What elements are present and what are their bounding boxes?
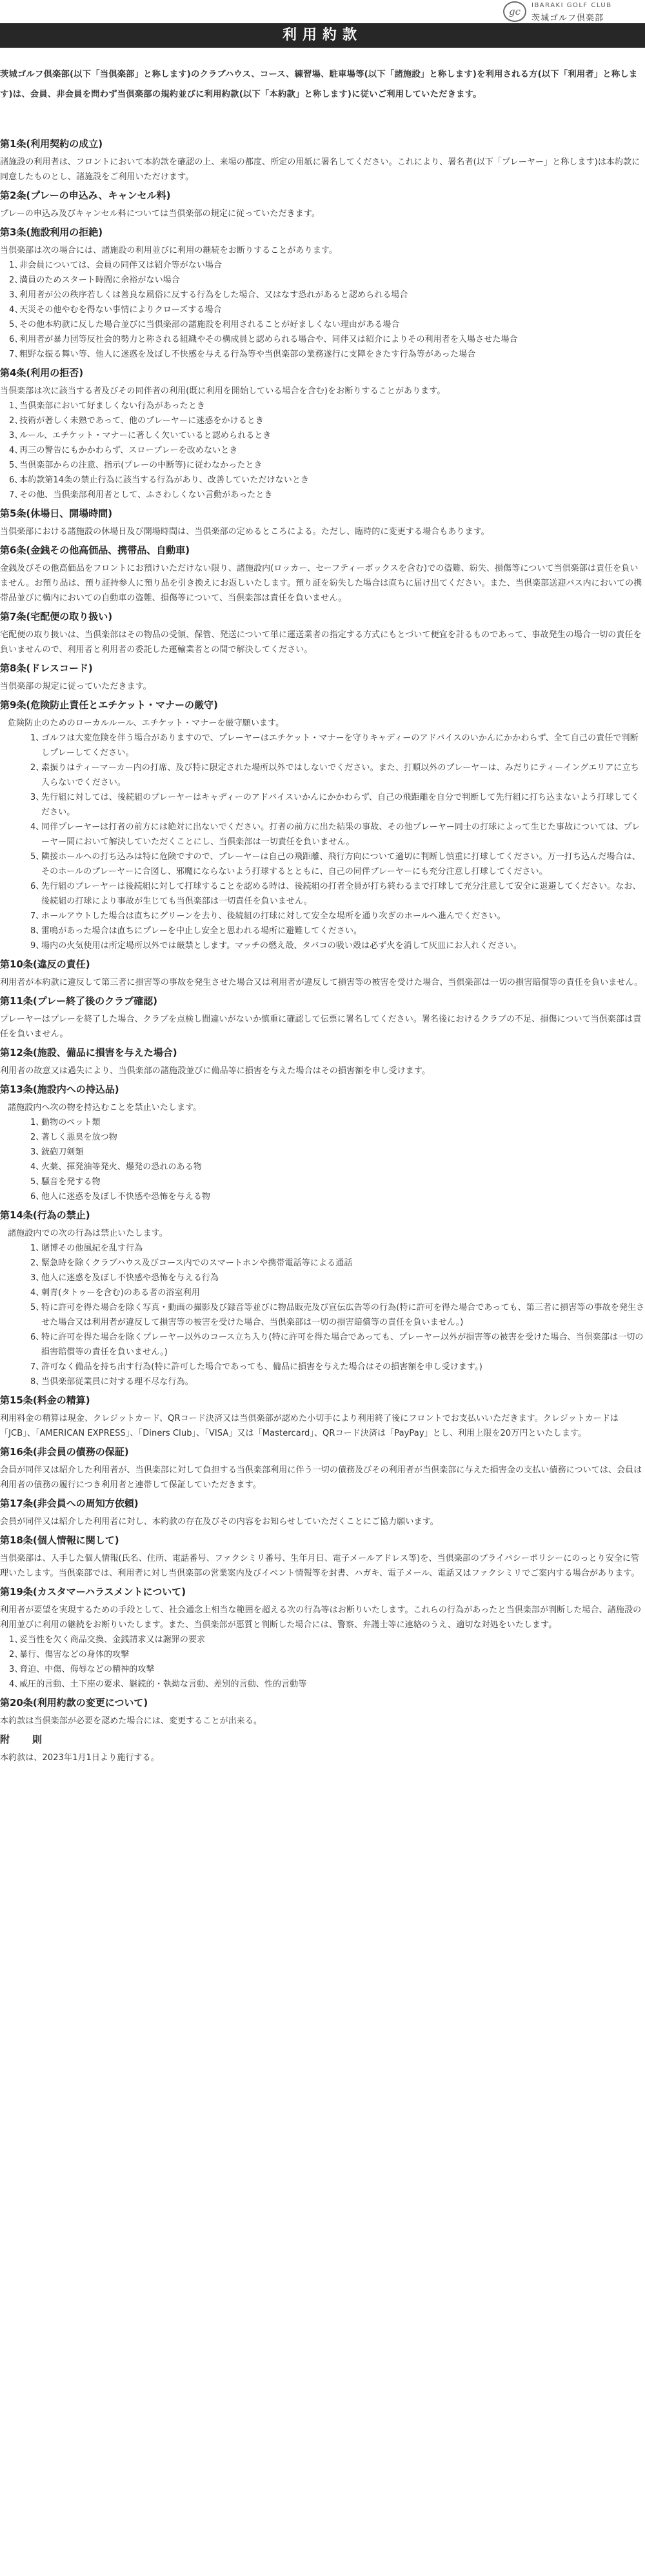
list-item-text: 先行組に対しては、後続組のプレーヤーはキャディーのアドバイスいかんにかかわらず、自己の飛距離を自分で判断して先行組に打ち込まないよう打球してください。 bbox=[41, 793, 640, 817]
list-item-number: 3、 bbox=[9, 290, 23, 300]
list-item-number: 5、 bbox=[9, 320, 23, 330]
section-title: 第6条(金銭その他高価品、携帯品、自動車) bbox=[0, 544, 190, 556]
terms-section bbox=[0, 953, 645, 990]
section-title: 第11条(プレー終了後のクラブ確認) bbox=[0, 995, 157, 1007]
section-body bbox=[0, 1012, 645, 1042]
list-item-number: 4、 bbox=[30, 822, 45, 832]
terms-section bbox=[0, 1581, 645, 1692]
section-paragraph: 利用者の故意又は過失により、当倶楽部の諸施設並びに備品等に損害を与えた場合はその損害額を申し受けます。 bbox=[0, 1066, 431, 1076]
list-item bbox=[0, 399, 645, 413]
list-item-text: 満員のためスタート時間に余裕がない場合 bbox=[19, 275, 180, 285]
section-body bbox=[0, 206, 645, 221]
list-item-text: 特に許可を得た場合を除くプレーヤー以外のコース立ち入り(特に許可を得た場合であっても、プレーヤー以外が損害等の被害を受けた場合、当倶楽部は一切の損害賠償等の責任を負いません。) bbox=[41, 1333, 644, 1357]
list-item-number: 7、 bbox=[9, 350, 23, 359]
list-item-text: 再三の警告にもかかわらず、スロープレーを改めないとき bbox=[19, 446, 238, 455]
list-item-text: 刺青(タトゥーを含む)のある者の浴室利用 bbox=[41, 1288, 200, 1298]
list-item bbox=[8, 849, 645, 879]
list-item bbox=[0, 413, 645, 428]
terms-section bbox=[0, 133, 645, 184]
terms-section bbox=[0, 1204, 645, 1389]
list-item bbox=[0, 488, 645, 502]
section-body bbox=[0, 1226, 645, 1389]
list-item-number: 6、 bbox=[30, 882, 45, 891]
list-item-number: 4、 bbox=[9, 446, 23, 455]
list-item-text: 先行組のプレーヤーは後続組に対して打球することを認める時は、後続組の打者全員が打ち終わるまで打球して充分注意して安全に退避してください。なお、後続組の打球により事故が生じても当倶楽部は一切責任を負いません。 bbox=[41, 882, 641, 906]
list-item bbox=[0, 288, 645, 302]
terms-section bbox=[0, 990, 645, 1042]
terms-section bbox=[0, 362, 645, 502]
section-body bbox=[0, 243, 645, 362]
list-item bbox=[8, 1360, 645, 1374]
list-item-text: 技術が著しく未熟であって、他のプレーヤーに迷惑をかけるとき bbox=[19, 416, 264, 426]
list-item-text: 天災その他やむを得ない事情によりクローズする場合 bbox=[19, 305, 222, 315]
section-body bbox=[0, 1750, 645, 1765]
list-item-text: 雷鳴があった場合は直ちにプレーを中止し安全と思われる場所に避難してください。 bbox=[41, 926, 362, 936]
list-item bbox=[8, 1300, 645, 1330]
terms-section bbox=[0, 694, 645, 953]
list-item bbox=[0, 443, 645, 458]
list-item-text: その他、当倶楽部利用者として、ふさわしくない言動があったとき bbox=[19, 490, 273, 500]
list-item bbox=[8, 1145, 645, 1160]
page-title: 利用約款 bbox=[282, 27, 362, 43]
section-body bbox=[0, 975, 645, 990]
list-item-number: 6、 bbox=[9, 475, 23, 485]
terms-section bbox=[0, 1729, 645, 1765]
list-item-number: 1、 bbox=[9, 261, 23, 270]
list-item-text: 暴行、傷害などの身体的攻撃 bbox=[19, 1650, 130, 1660]
list-item-text: 利用者が暴力団等反社会的勢力と称される組織やその構成員と認められる場合や、同伴又は紹介によりその利用者を入場させた場合 bbox=[19, 335, 518, 344]
section-list bbox=[0, 1632, 645, 1692]
list-item-text: 緊急時を除くクラブハウス及びコース内でのスマートホンや携帯電話等による通話 bbox=[41, 1258, 353, 1268]
list-item-number: 7、 bbox=[30, 911, 45, 921]
section-title: 第15条(料金の精算) bbox=[0, 1394, 90, 1406]
list-item-text: 銃砲刀剣類 bbox=[41, 1147, 84, 1157]
list-item bbox=[8, 938, 645, 953]
list-item-number: 1、 bbox=[30, 1243, 45, 1253]
section-paragraph: 本約款は当倶楽部が必要を認めた場合には、変更することが出来る。 bbox=[0, 1716, 263, 1726]
terms-section bbox=[0, 221, 645, 362]
list-item-text: 特に許可を得た場合を除く写真・動画の撮影及び録音等並びに物品販売及び宣伝広告等の行為(特に許可を得た場合であっても、第三者に損害等の事故を発生させた場合又は利用者が違反して損害等の被害を受けた場合、当倶楽部は一切の損害賠償等の責任を負いません。) bbox=[41, 1303, 645, 1327]
list-item-number: 5、 bbox=[30, 852, 45, 862]
club-emblem-icon: gc bbox=[503, 1, 526, 22]
list-item bbox=[8, 790, 645, 820]
page-header bbox=[0, 0, 645, 67]
list-item bbox=[0, 428, 645, 443]
club-logo bbox=[503, 1, 639, 23]
list-item-text: 他人に迷惑を及ぼし不快感や恐怖を与える行為 bbox=[41, 1273, 219, 1283]
list-item-number: 4、 bbox=[30, 1288, 45, 1298]
section-body bbox=[0, 1603, 645, 1692]
list-item-number: 7、 bbox=[30, 1362, 45, 1372]
section-paragraph: 利用料金の精算は現金、クレジットカード、QRコード決済又は当倶楽部が認めた小切手により利用終了後にフロントでお支払いいただきます。クレジットカードは「JCB」、「AMERICAN EXPRESS」、「Diners Club」、「VISA」又は「Mastercard」、QRコード決済は「PayPay」とし、利用上限を20万円といたします。 bbox=[0, 1414, 619, 1438]
list-item-text: 当倶楽部において好ましくない行為があったとき bbox=[19, 401, 206, 411]
section-body bbox=[0, 716, 645, 953]
list-item-number: 2、 bbox=[9, 416, 23, 426]
list-item-number: 1、 bbox=[30, 1118, 45, 1127]
list-item-number: 9、 bbox=[30, 941, 45, 951]
list-item-number: 2、 bbox=[9, 1650, 23, 1660]
terms-section bbox=[0, 1042, 645, 1078]
list-item bbox=[8, 924, 645, 938]
section-body bbox=[0, 1514, 645, 1529]
list-item bbox=[0, 332, 645, 347]
list-item bbox=[8, 1189, 645, 1204]
terms-section bbox=[0, 657, 645, 694]
list-item-number: 5、 bbox=[30, 1177, 45, 1187]
terms-section bbox=[0, 1492, 645, 1529]
section-title: 第14条(行為の禁止) bbox=[0, 1209, 90, 1221]
list-item-text: 隣接ホールへの打ち込みは特に危険ですので、プレーヤーは自己の飛距離、飛行方向について適切に判断し慎重に打球してください。万一打ち込んだ場合は、そのホールのプレーヤーに合図し、邪魔にならないよう打球するとともに、自己の同伴プレーヤーにも充分注意し打球してください。 bbox=[41, 852, 640, 877]
list-item-text: 本約款第14条の禁止行為に該当する行為があり、改善していただけないとき bbox=[19, 475, 310, 485]
section-paragraph: 諸施設内へ次の物を持込むことを禁止いたします。 bbox=[8, 1103, 202, 1113]
section-body bbox=[0, 155, 645, 184]
list-item-number: 2、 bbox=[30, 1133, 45, 1142]
list-item bbox=[8, 909, 645, 924]
terms-sections bbox=[0, 133, 645, 1765]
list-item bbox=[0, 1647, 645, 1662]
terms-section bbox=[0, 502, 645, 539]
section-title: 第18条(個人情報に関して) bbox=[0, 1534, 119, 1546]
section-body bbox=[0, 384, 645, 502]
list-item-number: 8、 bbox=[30, 926, 45, 936]
section-list bbox=[8, 1115, 645, 1204]
section-title: 第7条(宅配便の取り扱い) bbox=[0, 611, 113, 622]
section-title: 第16条(非会員の債務の保証) bbox=[0, 1446, 129, 1458]
list-item-text: 妥当性を欠く商品交換、金銭請求又は謝罪の要求 bbox=[19, 1635, 206, 1645]
list-item bbox=[8, 760, 645, 790]
list-item-text: 当倶楽部からの注意、指示(プレーの中断等)に従わなかったとき bbox=[19, 461, 263, 470]
list-item-number: 6、 bbox=[30, 1333, 45, 1342]
list-item-text: 同伴プレーヤーは打者の前方には絶対に出ないでください。打者の前方に出た結果の事故、その他プレーヤー同士の打球によって生じた事故については、プレーヤー間において解決していただくことにし、当倶楽部は一切責任を負いません。 bbox=[41, 822, 640, 847]
list-item bbox=[8, 1285, 645, 1300]
list-item-text: 許可なく備品を持ち出す行為(特に許可した場合であっても、備品に損害を与えた場合はその損害額を申し受けます。) bbox=[41, 1362, 482, 1372]
section-title: 第10条(違反の責任) bbox=[0, 958, 90, 970]
section-body bbox=[0, 1463, 645, 1492]
list-item-number: 4、 bbox=[30, 1162, 45, 1172]
list-item-text: 粗野な振る舞い等、他人に迷惑を及ぼし不快感を与える行為等や当倶楽部の業務遂行に支障をきたす行為等があった場合 bbox=[19, 350, 476, 359]
list-item bbox=[8, 731, 645, 760]
list-item-number: 4、 bbox=[9, 1679, 23, 1689]
list-item-number: 2、 bbox=[9, 275, 23, 285]
section-body bbox=[0, 1411, 645, 1441]
list-item-text: 非会員については、会員の同伴又は紹介等がない場合 bbox=[19, 261, 223, 270]
list-item-number: 1、 bbox=[9, 401, 23, 411]
section-paragraph: 当倶楽部は、入手した個人情報(氏名、住所、電話番号、ファクシミリ番号、生年月日、電子メールアドレス等)を、当倶楽部のプライバシーポリシーにのっとり安全に管理いたします。当倶楽部では、利用者に対し当倶楽部の営業案内及びイベント情報等を封書、ハガキ、電子メール、電話又はファクシミリでご案内する場合があります。 bbox=[0, 1554, 640, 1578]
list-item bbox=[8, 879, 645, 909]
list-item bbox=[0, 317, 645, 332]
list-item bbox=[8, 1130, 645, 1145]
logo-english-name: IBARAKI GOLF CLUB bbox=[531, 2, 612, 9]
list-item-number: 8、 bbox=[30, 1377, 45, 1387]
section-title: 第4条(利用の拒否) bbox=[0, 367, 84, 379]
list-item-number: 3、 bbox=[30, 793, 45, 802]
section-paragraph: 当倶楽部の規定に従っていただきます。 bbox=[0, 682, 152, 691]
list-item bbox=[8, 1271, 645, 1285]
section-title: 第12条(施設、備品に損害を与えた場合) bbox=[0, 1047, 177, 1058]
list-item bbox=[8, 1256, 645, 1271]
list-item-number: 2、 bbox=[30, 1258, 45, 1268]
list-item-text: 場内の火気使用は所定場所以外では厳禁とします。マッチの燃え殻、タバコの吸い殻は必ず火を消して灰皿にお入れください。 bbox=[41, 941, 522, 951]
section-title: 第19条(カスタマーハラスメントについて) bbox=[0, 1586, 186, 1598]
section-title: 第9条(危険防止責任とエチケット・マナーの厳守) bbox=[0, 699, 218, 711]
section-paragraph: プレーの申込み及びキャンセル料については当倶楽部の規定に従っていただきます。 bbox=[0, 209, 320, 219]
list-item-text: 騒音を発する物 bbox=[41, 1177, 101, 1187]
list-item bbox=[0, 473, 645, 488]
list-item-number: 1、 bbox=[30, 733, 45, 743]
list-item-number: 4、 bbox=[9, 305, 23, 315]
list-item bbox=[8, 1374, 645, 1389]
list-item-text: 当倶楽部従業員に対する理不尽な行為。 bbox=[41, 1377, 194, 1387]
terms-section bbox=[0, 1389, 645, 1441]
list-item-text: ゴルフは大変危険を伴う場合がありますので、プレーヤーはエチケット・マナーを守りキャディーのアドバイスのいかんにかかわらず、全て自己の責任で判断しプレーしてください。 bbox=[41, 733, 639, 758]
section-paragraph: 当倶楽部における諸施設の休場日及び開場時間は、当倶楽部の定めるところによる。ただし、臨時的に変更する場合もあります。 bbox=[0, 527, 490, 537]
section-title: 第1条(利用契約の成立) bbox=[0, 138, 103, 150]
section-paragraph: 諸施設内での次の行為は禁止いたします。 bbox=[8, 1229, 168, 1238]
section-body bbox=[0, 628, 645, 657]
list-item-text: 他人に迷惑を及ぼし不快感や恐怖を与える物 bbox=[41, 1192, 211, 1202]
section-title: 第20条(利用約款の変更について) bbox=[0, 1697, 148, 1709]
terms-section bbox=[0, 1078, 645, 1204]
list-item-text: 動物のペット類 bbox=[41, 1118, 101, 1127]
section-body bbox=[0, 524, 645, 539]
section-body bbox=[0, 1100, 645, 1204]
section-title: 第8条(ドレスコード) bbox=[0, 662, 93, 674]
list-item-number: 2、 bbox=[30, 763, 45, 773]
list-item-text: 脅迫、中傷、侮辱などの精神的攻撃 bbox=[19, 1665, 155, 1674]
list-item-text: 火薬、揮発油等発火、爆発の恐れのある物 bbox=[41, 1162, 202, 1172]
title-bar bbox=[0, 23, 645, 48]
section-body bbox=[0, 1714, 645, 1729]
list-item bbox=[0, 258, 645, 273]
list-item-text: 利用者が公の秩序若しくは善良な風俗に反する行為をした場合、又はなす恐れがあると認められる場合 bbox=[19, 290, 408, 300]
list-item bbox=[8, 1115, 645, 1130]
list-item-text: ホールアウトした場合は直ちにグリーンを去り、後続組の打球に対して安全な場所を通り次ぎのホールへ進んでください。 bbox=[41, 911, 506, 921]
list-item bbox=[8, 1160, 645, 1174]
section-paragraph: 宅配便の取り扱いは、当倶楽部はその物品の受領、保管、発送について単に運送業者の指定する方式にもとづいて便宜を計るものであって、事故発生の場合一切の責任を負いませんので、利用者と利用者の委託した運輸業者との間で解決してください。 bbox=[0, 630, 642, 655]
section-paragraph: 会員が同伴又は紹介した利用者が、当倶楽部に対して負担する当倶楽部利用に伴う一切の債務及びその利用者が当倶楽部に与えた損害金の支払い債務については、会員は利用者の債務の履行につき利用者と連帯して保証していただきます。 bbox=[0, 1465, 642, 1490]
list-item-number: 5、 bbox=[30, 1303, 45, 1313]
terms-section bbox=[0, 1692, 645, 1729]
section-list bbox=[0, 258, 645, 362]
list-item bbox=[0, 1662, 645, 1677]
section-paragraph: 利用者が要望を実現するための手段として、社会通念上相当な範囲を超える次の行為等はお断りいたします。これらの行為があったと当倶楽部が判断した場合、諸施設の利用並びに利用の継続をお断りいたします。また、当倶楽部が悪質と判断した場合には、警察、弁護士等に連絡のうえ、適切な対処をいたします。 bbox=[0, 1605, 642, 1630]
list-item bbox=[8, 1174, 645, 1189]
section-body bbox=[0, 561, 645, 606]
list-item-number: 6、 bbox=[9, 335, 23, 344]
list-item bbox=[8, 820, 645, 849]
list-item bbox=[0, 458, 645, 473]
list-item-number: 6、 bbox=[30, 1192, 45, 1202]
list-item bbox=[0, 347, 645, 362]
section-list bbox=[8, 731, 645, 953]
list-item bbox=[0, 273, 645, 288]
section-paragraph: 危険防止のためのローカルルール、エチケット・マナーを厳守願います。 bbox=[8, 718, 284, 728]
section-list bbox=[8, 1241, 645, 1389]
logo-japanese-name: 茨城ゴルフ倶楽部 bbox=[531, 14, 604, 23]
intro-text: 茨城ゴルフ倶楽部(以下「当倶楽部」と称します)のクラブハウス、コース、練習場、駐車場等(以下「諸施設」と称します)を利用される方(以下「利用者」と称します)は、会員、非会員を問わず当倶楽部の規約並びに利用約款(以下「本約款」と称します)に従いご利用していただきます。 bbox=[0, 70, 638, 99]
section-title: 第2条(プレーの申込み、キャンセル料) bbox=[0, 190, 171, 201]
list-item-number: 3、 bbox=[30, 1147, 45, 1157]
list-item-number: 3、 bbox=[9, 431, 23, 441]
list-item-text: 素振りはティーマーカー内の打席、及び特に限定された場所以外ではしないでください。また、打順以外のプレーヤーは、みだりにティーイングエリアに立ち入らないでください。 bbox=[41, 763, 639, 788]
section-paragraph: 諸施設の利用者は、フロントにおいて本約款を確認の上、来場の都度、所定の用紙に署名してください。これにより、署名者(以下「プレーヤー」と称します)は本約款に同意したものとし、諸施設をご利用いただけます。 bbox=[0, 157, 640, 182]
list-item-text: 賭博その他風紀を乱す行為 bbox=[41, 1243, 143, 1253]
list-item-number: 1、 bbox=[9, 1635, 23, 1645]
section-title: 第17条(非会員への周知方依頼) bbox=[0, 1498, 139, 1509]
section-paragraph: 会員が同伴又は紹介した利用者に対し、本約款の存在及びその内容をお知らせしていただくことにご協力願います。 bbox=[0, 1517, 439, 1527]
section-paragraph: 金銭及びその他高価品をフロントにお預けいただけない限り、諸施設内(ロッカー、セーフティーボックスを含む)での盗難、紛失、損傷等について当倶楽部は責任を負いません。お預り品は、預り証持参人に預り品を引き換えにお返しいたします。預り証を紛失した場合は直ちに届け出てください。また、当倶楽部送迎バス内においての携帯品並びに構内においての自動車の盗難、損傷等について、当倶楽部は責任を負いません。 bbox=[0, 564, 642, 603]
section-list bbox=[0, 399, 645, 502]
section-body bbox=[0, 1064, 645, 1078]
terms-section bbox=[0, 1441, 645, 1492]
list-item-number: 3、 bbox=[30, 1273, 45, 1283]
list-item-text: 威圧的言動、土下座の要求、継続的・執拗な言動、差別的言動、性的言動等 bbox=[19, 1679, 307, 1689]
section-body bbox=[0, 1551, 645, 1581]
section-title: 第13条(施設内への持込品) bbox=[0, 1084, 119, 1095]
section-paragraph: 当倶楽部は次の場合には、諸施設の利用並びに利用の継続をお断りすることがあります。 bbox=[0, 246, 337, 255]
section-body bbox=[0, 679, 645, 694]
section-title: 第5条(休場日、開場時間) bbox=[0, 508, 113, 519]
list-item bbox=[0, 1632, 645, 1647]
list-item-number: 7、 bbox=[9, 490, 23, 500]
terms-content bbox=[0, 64, 645, 1763]
section-paragraph: 本約款は、2023年1月1日より施行する。 bbox=[0, 1753, 159, 1763]
section-paragraph: 利用者が本約款に違反して第三者に損害等の事故を発生させた場合又は利用者が違反して損害等の被害を受けた場合、当倶楽部は一切の損害賠償等の責任を負いません。 bbox=[0, 978, 643, 987]
terms-section bbox=[0, 184, 645, 221]
list-item bbox=[8, 1241, 645, 1256]
terms-section bbox=[0, 1529, 645, 1581]
list-item-number: 5、 bbox=[9, 461, 23, 470]
list-item-text: その他本約款に反した場合並びに当倶楽部の諸施設を利用されることが好ましくない理由がある場合 bbox=[19, 320, 400, 330]
list-item bbox=[0, 1677, 645, 1692]
terms-section bbox=[0, 539, 645, 606]
section-title: 附 則 bbox=[0, 1734, 49, 1745]
list-item-text: 著しく悪臭を放つ物 bbox=[41, 1133, 117, 1142]
list-item-number: 3、 bbox=[9, 1665, 23, 1674]
section-paragraph: 当倶楽部は次に該当する者及びその同伴者の利用(既に利用を開始している場合を含む)をお断りすることがあります。 bbox=[0, 386, 446, 396]
terms-section bbox=[0, 606, 645, 657]
list-item bbox=[0, 302, 645, 317]
section-title: 第3条(施設利用の拒絶) bbox=[0, 226, 103, 238]
section-paragraph: プレーヤーはプレーを終了した場合、クラブを点検し間違いがないか慎重に確認して伝票に署名してください。署名後におけるクラブの不足、損傷について当倶楽部は責任を負いません。 bbox=[0, 1015, 642, 1039]
list-item bbox=[8, 1330, 645, 1360]
list-item-text: ルール、エチケット・マナーに著しく欠いていると認められるとき bbox=[19, 431, 272, 441]
